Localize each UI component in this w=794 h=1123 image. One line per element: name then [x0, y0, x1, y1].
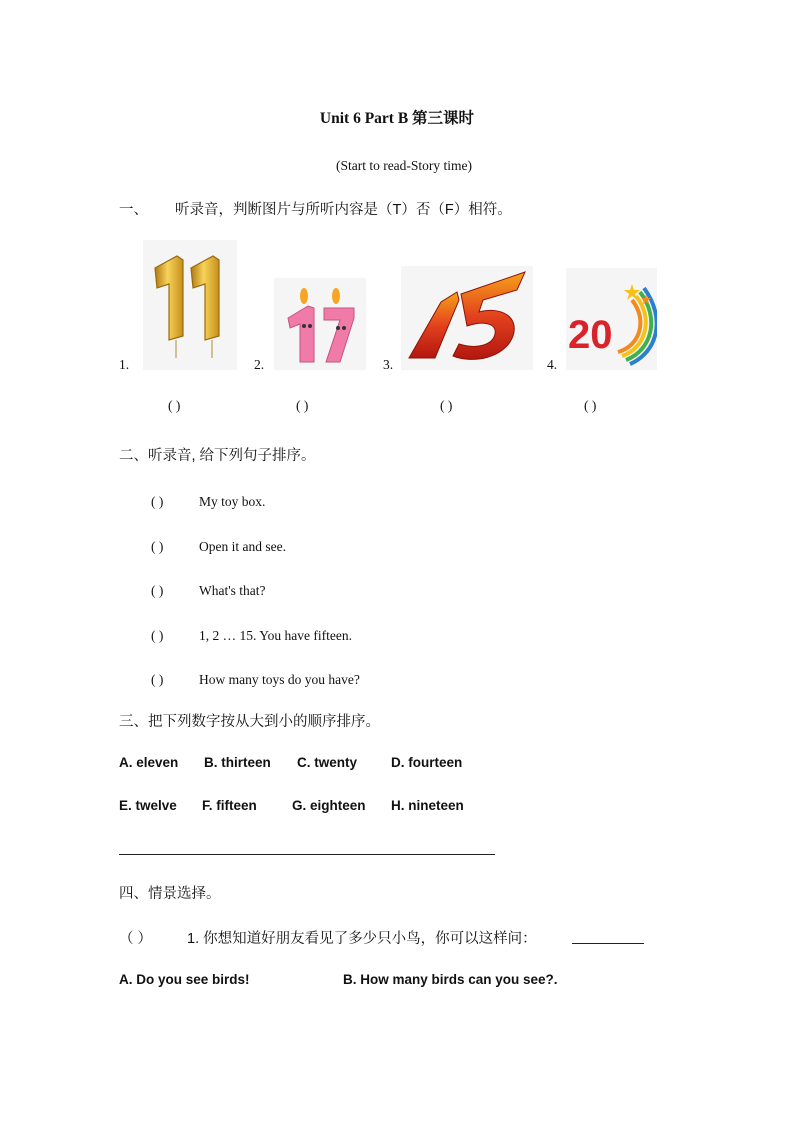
- sentence5-text: How many toys do you have?: [199, 672, 360, 687]
- pink-candles-17-image: [274, 278, 366, 370]
- item1-answer-paren[interactable]: ( ): [168, 398, 181, 413]
- red-gold-3d-15-image: [401, 266, 533, 370]
- section3-heading: 三、把下列数字按从大到小的顺序排序。: [119, 714, 380, 730]
- item4-answer-paren[interactable]: ( ): [584, 398, 597, 413]
- section4-heading: 四、情景选择。: [119, 886, 221, 902]
- q1-text: 1. 你想知道好朋友看见了多少只小鸟，你可以这样问：: [187, 931, 537, 947]
- option-f: F. fifteen: [202, 798, 257, 813]
- item4-number: 4.: [547, 357, 558, 372]
- section1-number: 一、: [119, 202, 148, 218]
- sentence1-text: My toy box.: [199, 494, 266, 509]
- q1-option-a: A. Do you see birds!: [119, 972, 250, 987]
- option-h: H. nineteen: [391, 798, 464, 813]
- answer-line-section3[interactable]: [119, 854, 495, 855]
- option-b: B. thirteen: [204, 755, 271, 770]
- item3-number: 3.: [383, 357, 394, 372]
- section1-heading: 听录音，判断图片与所听内容是（T）否（F）相符。: [175, 202, 512, 218]
- svg-text:20: 20: [568, 313, 613, 357]
- sentence3-paren[interactable]: ( ): [151, 583, 164, 598]
- item2-answer-paren[interactable]: ( ): [296, 398, 309, 413]
- option-e: E. twelve: [119, 798, 177, 813]
- q1-option-b: B. How many birds can you see?.: [343, 972, 558, 987]
- sentence3-text: What's that?: [199, 583, 266, 598]
- option-c: C. twenty: [297, 755, 358, 770]
- section2-heading: 二、听录音, 给下列句子排序。: [119, 448, 316, 464]
- item3-answer-paren[interactable]: ( ): [440, 398, 453, 413]
- sentence4-text: 1, 2 … 15. You have fifteen.: [199, 628, 352, 643]
- q1-answer-line[interactable]: [572, 943, 644, 944]
- item2-number: 2.: [254, 357, 265, 372]
- q1-answer-paren[interactable]: （ ）: [119, 931, 153, 947]
- rainbow-20-image: [566, 268, 657, 370]
- sentence5-paren[interactable]: ( ): [151, 672, 164, 687]
- sentence1-paren[interactable]: ( ): [151, 494, 164, 509]
- option-g: G. eighteen: [292, 798, 366, 813]
- sentence2-text: Open it and see.: [199, 539, 286, 554]
- sentence2-paren[interactable]: ( ): [151, 539, 164, 554]
- golden-balloon-11-image: [143, 240, 237, 370]
- option-d: D. fourteen: [391, 755, 463, 770]
- page-subtitle: (Start to read-Story time): [335, 158, 473, 173]
- option-a: A. eleven: [119, 755, 179, 770]
- sentence4-paren[interactable]: ( ): [151, 628, 164, 643]
- item1-number: 1.: [119, 357, 130, 372]
- page-title: Unit 6 Part B 第三课时: [319, 110, 475, 127]
